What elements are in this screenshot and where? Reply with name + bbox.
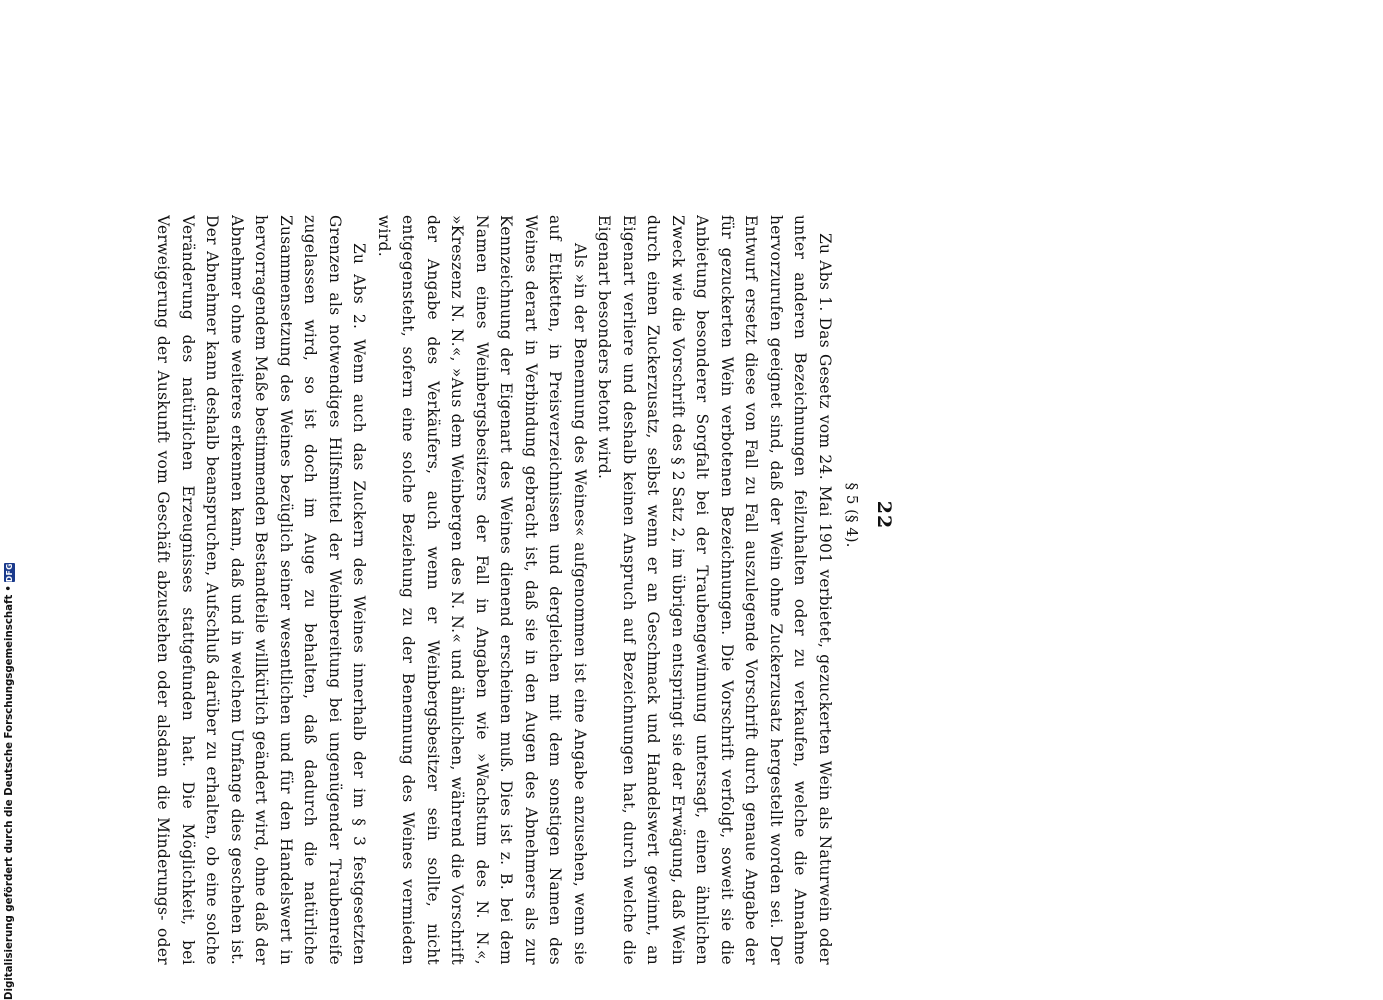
body-text: [147, 215, 837, 965]
paragraph: Zu Abs 1. Das Gesetz vom 24. Mai 1901 verbietet, gezuckerten Wein als Naturwein oder unter anderen Bezeichnungen feilzuhalten oder zu verkaufen, welche die Annahme hervorzurufen geeignet sind, daß der Wein ohne Zuckerzusatz hergestellt worden sei. Der Entwurf ersetzt diese von Fall zu Fall auszulegende Vorschrift durch genaue Angabe der für gezuckerten Wein verbotenen Bezeichnungen. Die Vorschrift verfolgt, soweit sie die Anbietung besonderer Sorgfalt bei der Traubengewinnung untersagt, einen ähnlichen Zweck wie die Vorschrift des § 2 Satz 2, im übrigen entspringt sie der Erwägung, daß Wein durch einen Zuckerzusatz, selbst wenn er an Geschmack und Handelswert gewinnt, an Eigenart verliere und deshalb keinen Anspruch auf Bezeichnungen hat, durch welche die Eigenart besonders betont wird.: [595, 215, 834, 965]
digitization-credit: [2, 563, 16, 1000]
paragraph: Zu Abs 2. Wenn auch das Zuckern des Weines innerhalb der im § 3 festgesetzten Grenzen als notwendiges Hilfsmittel der Weinbereitung bei ungenügender Traubenreife zugelassen wird, so ist doch im Auge zu behalten, daß dadurch die natürliche Zusammensetzung des Weines bezüglich seiner wesentlichen und für den Handelswert in hervorragendem Maße bestimmenden Bestandteile willkürlich geändert wird, ohne daß der Abnehmer ohne weiteres erkennen kann, daß und in welchem Umfange dies geschehen ist. Der Abnehmer kann deshalb beanspruchen, Aufschluß darüber zu erhalten, ob eine solche Veränderung des natürlichen Erzeugnisses stattgefunden hat. Die Möglichkeit, bei Verweigerung der Auskunft vom Geschäft abzustehen oder alsdann die Minderungs- oder: [154, 215, 369, 965]
rotated-page: [152, 215, 897, 965]
paragraph: Als »in der Benennung des Weines« aufgenommen ist eine Angabe anzusehen, wenn sie auf Etiketten, in Preisverzeichnissen und dergleichen mit dem sonstigen Namen des Weines derart in Verbindung gebracht ist, daß sie in den Augen des Abnehmers als zur Kennzeichnung der Eigenart des Weines dienend erscheinen muß. Dies ist z. B. bei dem Namen eines Weinbergsbesitzers der Fall in Angaben wie »Wachstum des N. N.«, »Kreszenz N. N.«, »Aus dem Weinbergen des N. N.« und ähnlichen, während die Vorschrift der Angabe des Verkäufers, auch wenn er Weinbergsbesitzer sein sollte, nicht entgegensteht, sofern eine solche Beziehung zu der Benennung des Weines vermieden wird.: [375, 215, 589, 965]
dfg-logo: DFG: [4, 563, 14, 583]
page-number: 22: [873, 500, 895, 530]
section-heading: § 5 (§ 4).: [843, 482, 861, 548]
credit-text: Digitalisierung gefördert durch die Deutsche Forschungsgemeinschaft: [3, 594, 15, 1000]
credit-separator: •: [3, 585, 15, 592]
page-content: [152, 215, 897, 965]
